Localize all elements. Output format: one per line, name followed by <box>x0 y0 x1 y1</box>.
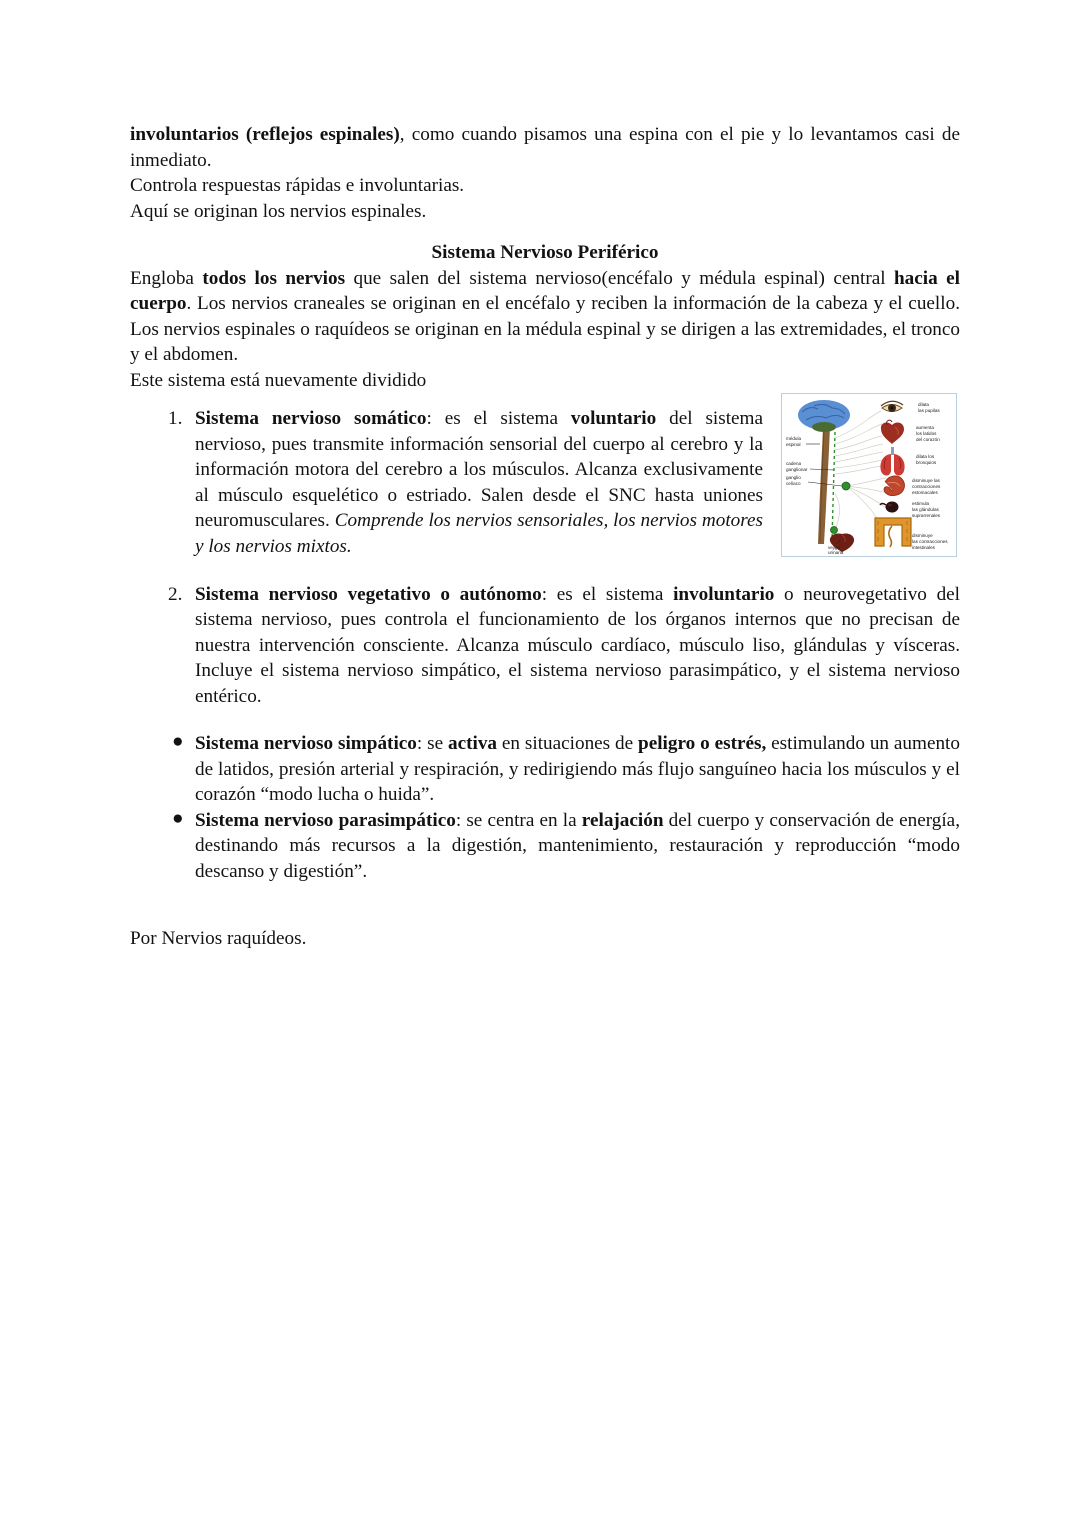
bold-run-involuntario: involuntario <box>673 583 775 605</box>
svg-text:disminuye: disminuye <box>912 533 933 538</box>
text-run-body-2: o neurovegetativo del sistema nervioso, pues controla el funcionamiento de los órganos internos que no precisan de nuestra intervención consciente. Alcanza músculo cardíaco, músculo liso, glándulas y vísceras. Incluye el sistema nervioso simpático, el sistema nervioso parasimpático, y el sistema nervioso entérico. <box>195 583 961 707</box>
paragraph-este-sistema: Este sistema está nuevamente dividido <box>130 369 427 391</box>
list-item-parasimpatico <box>130 808 960 885</box>
svg-text:médula: médula <box>786 436 802 441</box>
svg-text:suprarrenales: suprarrenales <box>912 513 941 518</box>
svg-text:ganglionar: ganglionar <box>786 467 808 472</box>
list-item-simpatico <box>130 731 960 808</box>
italic-run-comprende: Comprende los nervios sensoriales, los nervios motores y los nervios mixtos. <box>195 510 763 557</box>
text-run-p4-a: Engloba <box>130 267 203 289</box>
svg-text:los latidos: los latidos <box>916 431 937 436</box>
svg-text:disminuye las: disminuye las <box>912 478 940 483</box>
bold-run-involuntarios: involuntarios (reflejos espinales) <box>130 124 400 145</box>
svg-text:dilata los: dilata los <box>916 454 935 459</box>
svg-text:del corazón: del corazón <box>916 437 940 442</box>
svg-text:las glándulas: las glándulas <box>912 507 939 512</box>
cerebellum-shape <box>812 422 836 432</box>
intestines-organ-icon <box>875 518 911 547</box>
paragraph-controla: Controla respuestas rápidas e involuntarias. <box>130 175 465 197</box>
nervous-system-diagram <box>782 394 956 556</box>
list-item-text <box>195 584 960 707</box>
svg-text:urinaria: urinaria <box>828 550 844 555</box>
text-run-sep-2: : es el sistema <box>541 583 674 605</box>
bold-term-somatico: Sistema nervioso somático <box>195 408 427 430</box>
paragraph-por-nervios-raquideos: Por Nervios raquídeos. <box>130 928 307 950</box>
svg-text:contracciones: contracciones <box>912 484 941 489</box>
svg-text:espinal: espinal <box>786 442 801 447</box>
bullet-list <box>130 731 960 884</box>
svg-text:dilata: dilata <box>918 402 929 407</box>
text-run-body-b1: estimulando un aumento de latidos, presión arterial y respiración, y redirigiendo más flujo sanguíneo hacia los músculos y el corazón “modo lucha o huida”. <box>195 733 960 806</box>
text-run-mid-b1: en situaciones de <box>497 733 639 755</box>
bold-run-hacia-el-cuerpo: hacia el cuerpo <box>130 267 960 315</box>
bold-run-voluntario: voluntario <box>570 408 657 430</box>
text-run-p4-b: que salen del sistema nervioso(encéfalo y médula espinal) central <box>345 267 894 289</box>
ganglion-node-lower <box>831 527 838 534</box>
svg-text:estomacales: estomacales <box>912 490 938 495</box>
bold-run-todos-los-nervios: todos los nervios <box>202 267 346 289</box>
text-run-sep-1: : es el sistema <box>426 408 571 430</box>
bold-run-peligro-estres: peligro o estrés, <box>638 733 767 755</box>
svg-text:aumenta: aumenta <box>916 425 934 430</box>
bold-term-simpatico: Sistema nervioso simpático <box>195 733 417 755</box>
list-marker-2: 2. <box>168 583 183 605</box>
figure-sistema-nervioso-simpatico <box>781 393 957 557</box>
svg-text:ganglio: ganglio <box>786 475 801 480</box>
text-run-sep-b2: : se centra en la <box>455 809 582 831</box>
bullet-marker-icon: ● <box>172 807 184 829</box>
svg-text:celíaco: celíaco <box>786 481 801 486</box>
bold-term-parasimpatico: Sistema nervioso parasimpático <box>195 809 456 831</box>
svg-text:bronquios: bronquios <box>916 460 937 465</box>
list-marker-1: 1. <box>168 408 183 430</box>
svg-text:estimula: estimula <box>912 501 930 506</box>
ganglio-celiaco-node <box>842 482 850 490</box>
svg-text:intestinales: intestinales <box>912 545 935 550</box>
svg-text:cadena: cadena <box>786 461 802 466</box>
heading-sistema-nervioso-periferico: Sistema Nervioso Periférico <box>431 242 659 264</box>
text-run-sep-b1: : se <box>416 733 448 755</box>
text-run-body-b2: del cuerpo y conservación de energía, destinando más recursos a la digestión, mantenimiento, restauración y reproducción “modo descanso y digestión”. <box>195 809 960 882</box>
list-item-somatico <box>130 406 763 559</box>
svg-text:las contracciones: las contracciones <box>912 539 948 544</box>
svg-text:vejiga: vejiga <box>828 545 841 550</box>
bold-run-activa: activa <box>447 733 498 755</box>
paragraph-involuntarios <box>130 122 960 173</box>
text-run-p1-rest: , como cuando pisamos una espina con el pie y lo levantamos casi de inmediato. <box>130 124 960 171</box>
text-run-p4-c: . Los nervios craneales se originan en el encéfalo y reciben la información de la cabeza y el cuello. Los nervios espinales o raquídeos se originan en la médula espinal y se dirigen a las extremidades, el tronco y el abdomen. <box>130 293 960 366</box>
list-item-text <box>195 733 960 805</box>
bold-term-vegetativo: Sistema nervioso vegetativo o autónomo <box>195 583 542 605</box>
text-run-body-1: del sistema nervioso, pues transmite información sensorial del cuerpo al cerebro y la información motora del cerebro a los músculos. Alcanza exclusivamente al músculo esquelético o estriado. Salen desde el SNC hasta uniones neuromusculares. <box>195 408 763 532</box>
list-item-text <box>195 408 763 557</box>
list-item-text <box>195 810 960 882</box>
svg-text:las pupilas: las pupilas <box>918 408 940 413</box>
list-item-vegetativo <box>130 582 960 710</box>
bullet-marker-icon: ● <box>172 731 184 753</box>
bold-run-relajacion: relajación <box>581 809 664 831</box>
paragraph-engloba <box>130 266 960 368</box>
paragraph-aqui-se-originan: Aquí se originan los nervios espinales. <box>130 200 427 222</box>
